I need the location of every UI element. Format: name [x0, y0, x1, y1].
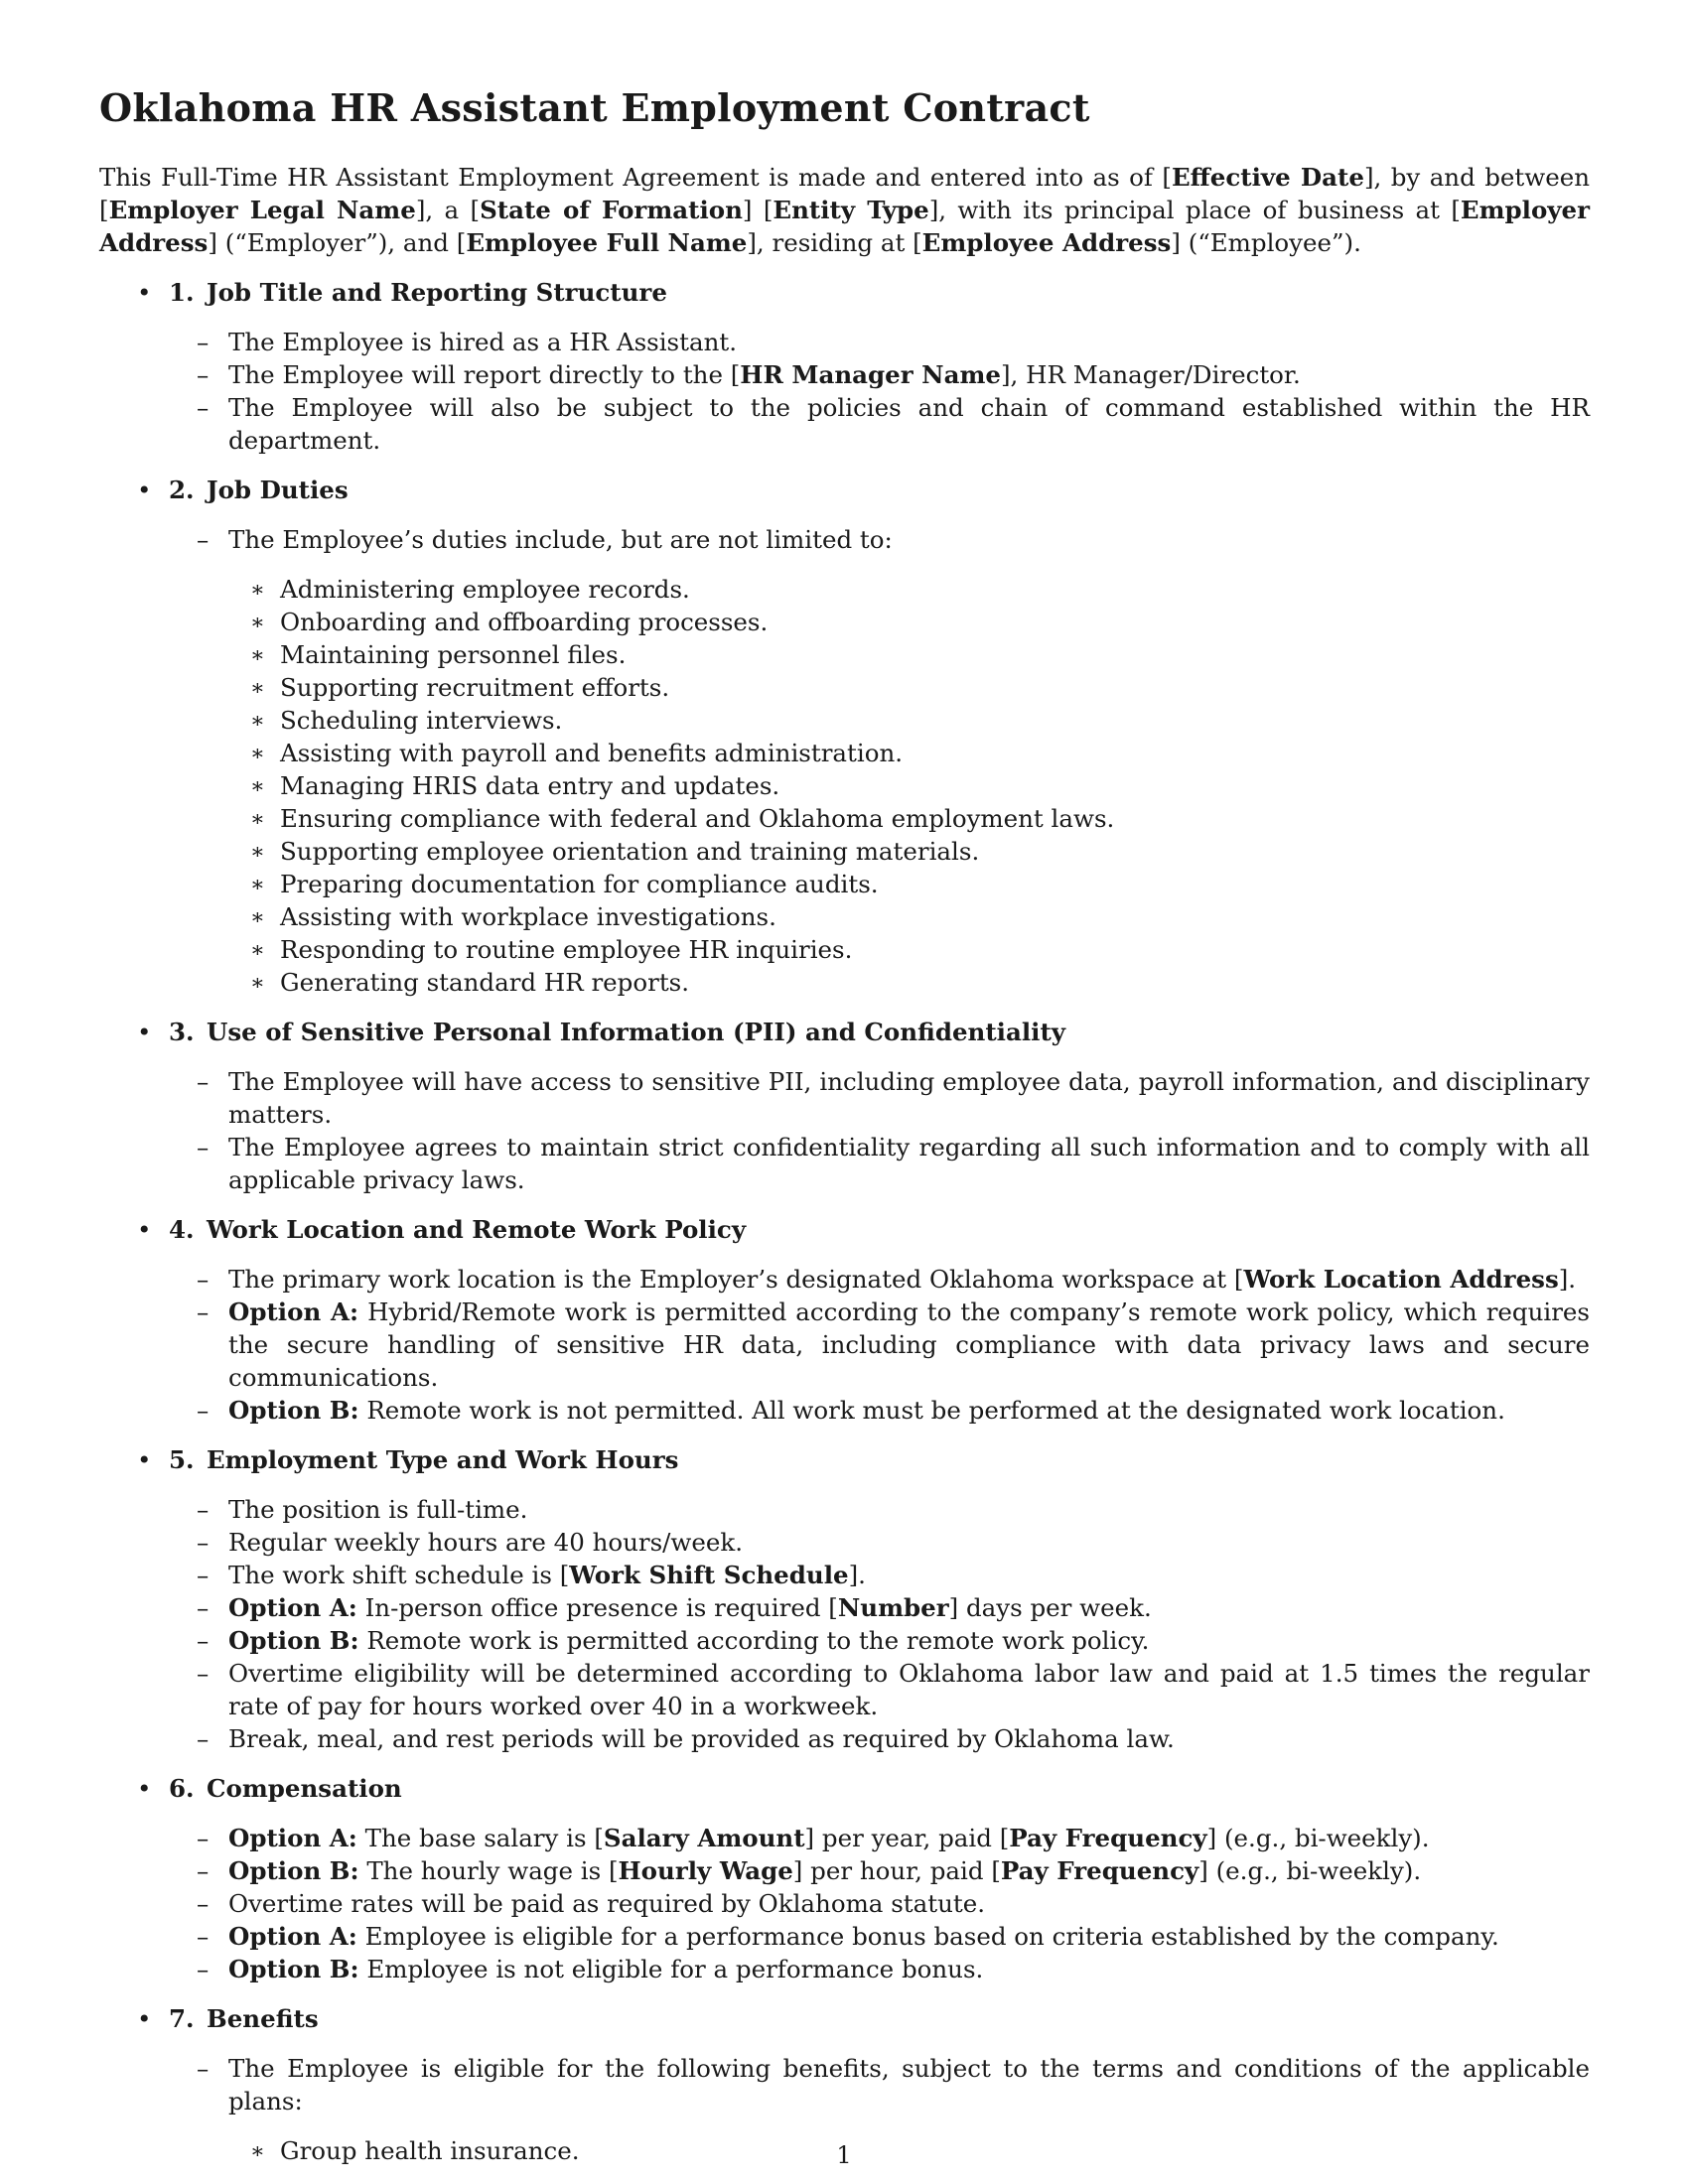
list-item [197, 1591, 1590, 1624]
text-run: Employee is not eligible for a performance bonus. [358, 1955, 984, 1983]
section-heading [137, 1213, 1688, 1246]
section-number: 1. [169, 278, 195, 307]
dash-icon: – [197, 1922, 210, 1951]
section-title: Employment Type and Work Hours [207, 1445, 679, 1474]
list-item [197, 1394, 1590, 1427]
text-run: The Employee’s duties include, but are not limited to: [228, 525, 893, 554]
sub-item-text: Assisting with workplace investigations. [280, 902, 776, 931]
sub-item-text: Ensuring compliance with federal and Oklahoma employment laws. [280, 804, 1115, 833]
section-title: Work Location and Remote Work Policy [207, 1215, 747, 1244]
text-run: ] per year, paid [ [804, 1824, 1010, 1852]
bold-text: Number [837, 1593, 949, 1622]
bold-text: Option A: [228, 1297, 359, 1326]
sub-list-item [250, 769, 1590, 802]
text-run: The Employee agrees to maintain strict confidentiality regarding all such information and to comply with all applicable privacy laws. [228, 1133, 1590, 1194]
text-run: Remote work is permitted according to the remote work policy. [358, 1626, 1150, 1655]
asterisk-icon: ∗ [250, 742, 265, 766]
text-run: Break, meal, and rest periods will be provided as required by Oklahoma law. [228, 1724, 1175, 1753]
bold-text: Salary Amount [603, 1824, 805, 1852]
sub-item-text: Administering employee records. [280, 575, 690, 604]
bold-text: Work Location Address [1243, 1265, 1559, 1294]
section-heading [137, 1772, 1688, 1805]
dash-icon: – [197, 525, 210, 554]
bold-text: Entity Type [773, 196, 929, 224]
bold-text: Option B: [228, 1955, 359, 1983]
bold-text: Option A: [228, 1922, 357, 1951]
section-number: 6. [169, 1774, 195, 1803]
text-run: ] (“Employee”). [1171, 228, 1361, 257]
text-run: ] days per week. [948, 1593, 1152, 1622]
section-3 [0, 1016, 1688, 1196]
bold-text: Employee Address [921, 228, 1172, 257]
text-run: ] (“Employer”), and [ [208, 228, 467, 257]
bold-text: Option B: [228, 1856, 359, 1885]
text-run: This Full-Time HR Assistant Employment Agreement is made and entered into as of [ [99, 163, 1172, 192]
list-item [197, 1065, 1590, 1131]
sub-list-item [250, 835, 1590, 868]
sub-list-item [250, 868, 1590, 900]
list-item [197, 1131, 1590, 1196]
bold-text: Employee Full Name [466, 228, 748, 257]
list-item [197, 391, 1590, 457]
section-number: 2. [169, 476, 195, 504]
list-item [197, 1722, 1590, 1755]
section-items [0, 326, 1688, 457]
dash-icon: – [197, 1955, 210, 1983]
section-heading [137, 1016, 1688, 1048]
sub-list-item [250, 737, 1590, 769]
list-item [197, 1526, 1590, 1559]
text-run: Regular weekly hours are 40 hours/week. [228, 1528, 744, 1557]
section-number: 3. [169, 1018, 195, 1046]
section-heading [137, 276, 1688, 309]
bold-text: Pay Frequency [1000, 1856, 1199, 1885]
dash-icon: – [197, 328, 210, 356]
dash-icon: – [197, 1561, 210, 1589]
section-title: Benefits [207, 2004, 319, 2033]
section-6 [0, 1772, 1688, 1985]
text-run: The Employee will also be subject to the policies and chain of command established within the HR department. [228, 393, 1590, 455]
dash-icon: – [197, 1889, 210, 1918]
text-run: ], residing at [ [747, 228, 922, 257]
section-2 [0, 474, 1688, 999]
list-item [197, 326, 1590, 358]
sub-item-text: Maintaining personnel files. [280, 640, 627, 669]
bold-text: HR Manager Name [740, 360, 1001, 389]
section-4 [0, 1213, 1688, 1427]
bullet-icon: • [137, 1774, 152, 1803]
bullet-icon: • [137, 1215, 152, 1244]
text-run: Hybrid/Remote work is permitted according to the company’s remote work policy, which requires the secure handling of sensitive HR data, including compliance with data privacy laws and secure communications. [228, 1297, 1590, 1392]
sub-list [228, 573, 1590, 999]
bullet-icon: • [137, 1445, 152, 1474]
asterisk-icon: ∗ [250, 938, 265, 963]
dash-icon: – [197, 1593, 210, 1622]
dash-icon: – [197, 1495, 210, 1524]
bold-text: Option A: [228, 1824, 357, 1852]
section-title: Compensation [207, 1774, 402, 1803]
list-item [197, 523, 1590, 999]
text-run: The primary work location is the Employer’s designated Oklahoma workspace at [ [228, 1265, 1244, 1294]
section-items [0, 1263, 1688, 1427]
text-run: ] (e.g., bi-weekly). [1198, 1856, 1422, 1885]
dash-icon: – [197, 2054, 210, 2083]
dash-icon: – [197, 1724, 210, 1753]
text-run: ]. [848, 1561, 866, 1589]
list-item [197, 1296, 1590, 1394]
list-item [197, 1559, 1590, 1591]
sub-item-text: Supporting employee orientation and training materials. [280, 837, 980, 866]
list-item [197, 1887, 1590, 1920]
sub-item-text: Onboarding and offboarding processes. [280, 608, 769, 636]
section-heading [137, 1443, 1688, 1476]
bold-text: Option B: [228, 1396, 359, 1425]
section-number: 4. [169, 1215, 195, 1244]
section-5 [0, 1443, 1688, 1755]
dash-icon: – [197, 1297, 210, 1326]
sub-list-item [250, 704, 1590, 737]
section-title: Job Duties [207, 476, 349, 504]
text-run: ], by and between [ [99, 163, 1590, 224]
text-run: ], HR Manager/Director. [1000, 360, 1301, 389]
section-items [0, 1065, 1688, 1196]
section-number: 5. [169, 1445, 195, 1474]
text-run: The position is full-time. [228, 1495, 528, 1524]
text-run: The hourly wage is [ [358, 1856, 619, 1885]
bold-text: Employer Legal Name [108, 196, 416, 224]
dash-icon: – [197, 1824, 210, 1852]
dash-icon: – [197, 1626, 210, 1655]
list-item [197, 1493, 1590, 1526]
bold-text: State of Formation [480, 196, 743, 224]
list-item [197, 1624, 1590, 1657]
sub-list-item [250, 900, 1590, 933]
text-run: The Employee is hired as a HR Assistant. [228, 328, 737, 356]
bold-text: Option B: [228, 1626, 359, 1655]
asterisk-icon: ∗ [250, 873, 265, 897]
dash-icon: – [197, 1659, 210, 1688]
dash-icon: – [197, 1528, 210, 1557]
sub-item-text: Scheduling interviews. [280, 706, 563, 735]
sub-list-item [250, 966, 1590, 999]
sub-item-text: Generating standard HR reports. [280, 968, 690, 997]
list-item [197, 1920, 1590, 1953]
section-heading [137, 474, 1688, 506]
asterisk-icon: ∗ [250, 676, 265, 701]
sub-list-item [250, 573, 1590, 606]
list-item [197, 1953, 1590, 1985]
text-run: ], a [ [415, 196, 481, 224]
section-title: Job Title and Reporting Structure [207, 278, 667, 307]
text-run: In-person office presence is required [ [356, 1593, 838, 1622]
text-run: ] (e.g., bi-weekly). [1206, 1824, 1430, 1852]
text-run: Remote work is not permitted. All work must be performed at the designated work location. [358, 1396, 1505, 1425]
asterisk-icon: ∗ [250, 709, 265, 734]
asterisk-icon: ∗ [250, 578, 265, 603]
sub-item-text: Group health insurance. [280, 2136, 580, 2165]
text-run: The Employee is eligible for the following benefits, subject to the terms and conditions of the applicable plans: [228, 2054, 1590, 2116]
sub-item-text: Preparing documentation for compliance audits. [280, 870, 879, 898]
dash-icon: – [197, 1856, 210, 1885]
text-run: ] [ [742, 196, 774, 224]
text-run: Overtime eligibility will be determined according to Oklahoma labor law and paid at 1.5 times the regular rate of pay for hours worked over 40 in a workweek. [228, 1659, 1590, 1720]
text-run: ], with its principal place of business at [ [928, 196, 1461, 224]
text-run: ]. [1558, 1265, 1577, 1294]
bold-text: Option A: [228, 1593, 357, 1622]
text-run: The Employee will report directly to the [ [228, 360, 741, 389]
dash-icon: – [197, 1133, 210, 1161]
dash-icon: – [197, 1396, 210, 1425]
asterisk-icon: ∗ [250, 611, 265, 635]
list-item [197, 1657, 1590, 1722]
contract-sections [0, 276, 1688, 2184]
section-title: Use of Sensitive Personal Information (PII) and Confidentiality [207, 1018, 1066, 1046]
bullet-icon: • [137, 278, 152, 307]
bold-text: Pay Frequency [1009, 1824, 1207, 1852]
list-item [197, 1854, 1590, 1887]
page-number: 1 [836, 2141, 852, 2169]
bold-text: Employer Address [99, 196, 1591, 257]
asterisk-icon: ∗ [250, 774, 265, 799]
section-items [0, 523, 1688, 999]
section-1 [0, 276, 1688, 457]
text-run: ] per hour, paid [ [792, 1856, 1001, 1885]
sub-list-item [250, 671, 1590, 704]
text-run: The work shift schedule is [ [228, 1561, 570, 1589]
asterisk-icon: ∗ [250, 971, 265, 996]
dash-icon: – [197, 1265, 210, 1294]
bold-text: Work Shift Schedule [569, 1561, 849, 1589]
bold-text: Effective Date [1171, 163, 1364, 192]
list-item [197, 1263, 1590, 1296]
section-items [0, 1822, 1688, 1985]
text-run: The base salary is [ [356, 1824, 604, 1852]
asterisk-icon: ∗ [250, 643, 265, 668]
section-number: 7. [169, 2004, 195, 2033]
bold-text: Hourly Wage [618, 1856, 793, 1885]
bullet-icon: • [137, 2004, 152, 2033]
section-items [0, 1493, 1688, 1755]
sub-item-text: Managing HRIS data entry and updates. [280, 771, 780, 800]
sub-item-text: Supporting recruitment efforts. [280, 673, 670, 702]
intro-paragraph [99, 161, 1590, 259]
dash-icon: – [197, 360, 210, 389]
dash-icon: – [197, 393, 210, 422]
list-item [197, 1822, 1590, 1854]
asterisk-icon: ∗ [250, 807, 265, 832]
bullet-icon: • [137, 1018, 152, 1046]
sub-item-text: Responding to routine employee HR inquiries. [280, 935, 853, 964]
list-item [197, 358, 1590, 391]
asterisk-icon: ∗ [250, 905, 265, 930]
sub-list-item [250, 606, 1590, 638]
dash-icon: – [197, 1067, 210, 1096]
sub-list-item [250, 933, 1590, 966]
text-run: Overtime rates will be paid as required by Oklahoma statute. [228, 1889, 985, 1918]
asterisk-icon: ∗ [250, 840, 265, 865]
text-run: Employee is eligible for a performance bonus based on criteria established by the company. [356, 1922, 1499, 1951]
asterisk-icon: ∗ [250, 2139, 265, 2164]
sub-list-item [250, 802, 1590, 835]
page-title: Oklahoma HR Assistant Employment Contract [99, 85, 1090, 130]
sub-list-item [250, 638, 1590, 671]
text-run: The Employee will have access to sensitive PII, including employee data, payroll information, and disciplinary matters. [228, 1067, 1590, 1129]
section-heading [137, 2002, 1688, 2035]
bullet-icon: • [137, 476, 152, 504]
sub-item-text: Assisting with payroll and benefits administration. [280, 739, 904, 767]
